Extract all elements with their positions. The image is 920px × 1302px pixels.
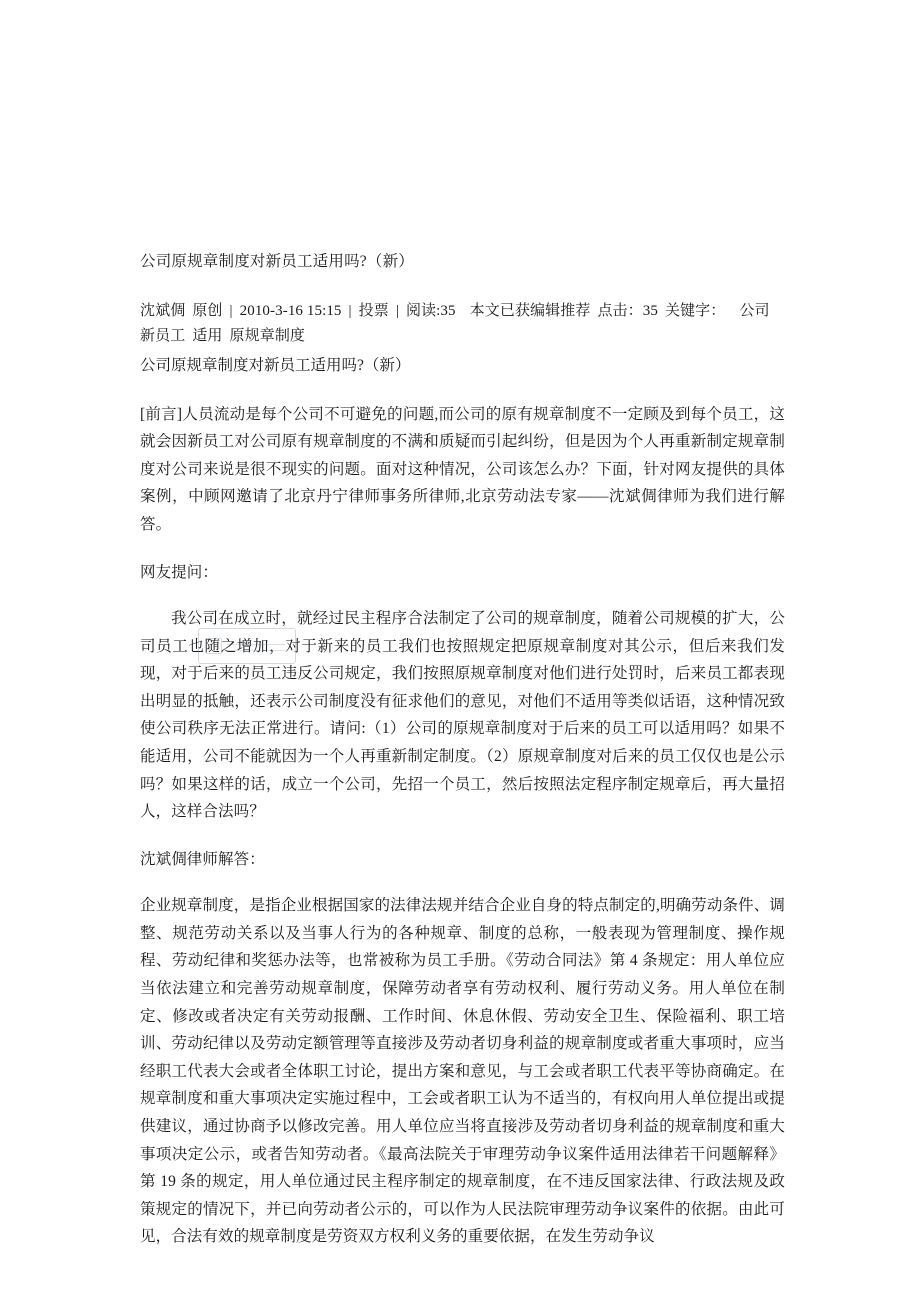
meta-reads: 阅读:35 — [405, 303, 456, 320]
paragraph-answer-body: 企业规章制度，是指企业根据国家的法律法规并结合企业自身的特点制定的,明确劳动条件、调整、规范劳动关系以及当事人行为的各种规章、制度的总称，一般表现为管理制度、操作规程、劳动纪律和奖惩办法等，也常被称为员工手册。《劳动合同法》第 4 条规定：用人单位应当依法建立和完善劳动规章制度，保障劳动者享有劳动权利、履行劳动义务。用人单位在制定、修改或者决定有关劳动报酬、工作时间、休息休假、劳动安全卫生、保险福利、职工培训、劳动纪律以及劳动定额管理等直接涉及劳动者切身利益的规章制度或者重大事项时，应当经职工代表大会或者全体职工讨论，提出方案和意见，与工会或者职工代表平等协商确定。在规章制度和重大事项决定实施过程中，工会或者职工认为不适当的，有权向用人单位提出或提供建议，通过协商予以修改完善。用人单位应当将直接涉及劳动者切身利益的规章制度和重大事项决定公示，或者告知劳动者。《最高法院关于审理劳动争议案件适用法律若干问题解释》第 19 条的规定，用人单位通过民主程序制定的规章制度，在不违反国家法律、行政法规及政策规定的情况下，并已向劳动者公示的，可以作为人民法院审理劳动争议案件的依据。由此可见，合法有效的规章制度是劳资双方权利义务的重要依据，在发生劳动争议 — [140, 897, 785, 1246]
meta-sep-3: | — [395, 303, 399, 320]
paragraph-question-body: 我公司在成立时，就经过民主程序合法制定了公司的规章制度，随着公司规模的扩大，公司员工也随之增加，对于新来的员工我们也按照规定把原规章制度对其公示，但后来我们发现，对于后来的员工违反公司规定，我们按照原规章制度对他们进行处罚时，后来员工都表现出明显的抵触，还表示公司制度没有征求他们的意见，对他们不适用等类似话语，这种情况致使公司秩序无法正常进行。请问:（1）公司的原规章制度对于后来的员工可以适用吗？如果不能适用，公司不能就因为一个人再重新制定制度。（2）原规章制度对后来的员工仅仅也是公示吗？如果这样的话，成立一个公司，先招一个员工，然后按照法定程序制定规章后，再大量招人，这样合法吗？ — [140, 610, 785, 821]
meta-author: 沈斌倜 — [140, 303, 186, 320]
meta-recommend-badge: 本文已获编辑推荐 — [469, 303, 591, 320]
meta-sep-2: | — [348, 303, 352, 320]
meta-keywords-label: 关键字： — [664, 303, 726, 320]
meta-keyword-rules[interactable]: 原规章制度 — [229, 327, 306, 344]
paragraph-foreword: [前言]人员流动是每个公司不可避免的问题,而公司的原有规章制度不一定顾及到每个员工，这就会因新员工对公司原有规章制度的不满和质疑而引起纠纷，但是因为个人再重新制定规章制度对公司来说是很不现实的问题。面对这种情况，公司该怎么办？下面，针对网友提供的具体案例，中顾网邀请了北京丹宁律师事务所律师,北京劳动法专家——沈斌倜律师为我们进行解答。 — [140, 405, 785, 533]
meta-keyword-applicable[interactable]: 适用 — [192, 327, 223, 344]
meta-type: 原创 — [192, 303, 223, 320]
article-meta — [140, 299, 785, 348]
meta-clicks: 点击：35 — [597, 303, 658, 320]
meta-date: 2010-3-16 15:15 — [239, 303, 342, 320]
meta-keyword-company[interactable]: 公司 — [739, 303, 770, 320]
meta-keyword-new-employee[interactable]: 新员工 — [140, 327, 186, 344]
paragraph-question-heading: 网友提问： — [140, 563, 219, 581]
article-subtitle: 公司原规章制度对新员工适用吗?（新） — [140, 356, 411, 374]
meta-sep-1: | — [229, 303, 233, 320]
page-title: 公司原规章制度对新员工适用吗?（新） — [140, 253, 414, 270]
document-content — [140, 250, 785, 1271]
paragraph-answer-heading: 沈斌倜律师解答： — [140, 850, 265, 868]
meta-vote-link[interactable]: 投票 — [358, 303, 389, 320]
